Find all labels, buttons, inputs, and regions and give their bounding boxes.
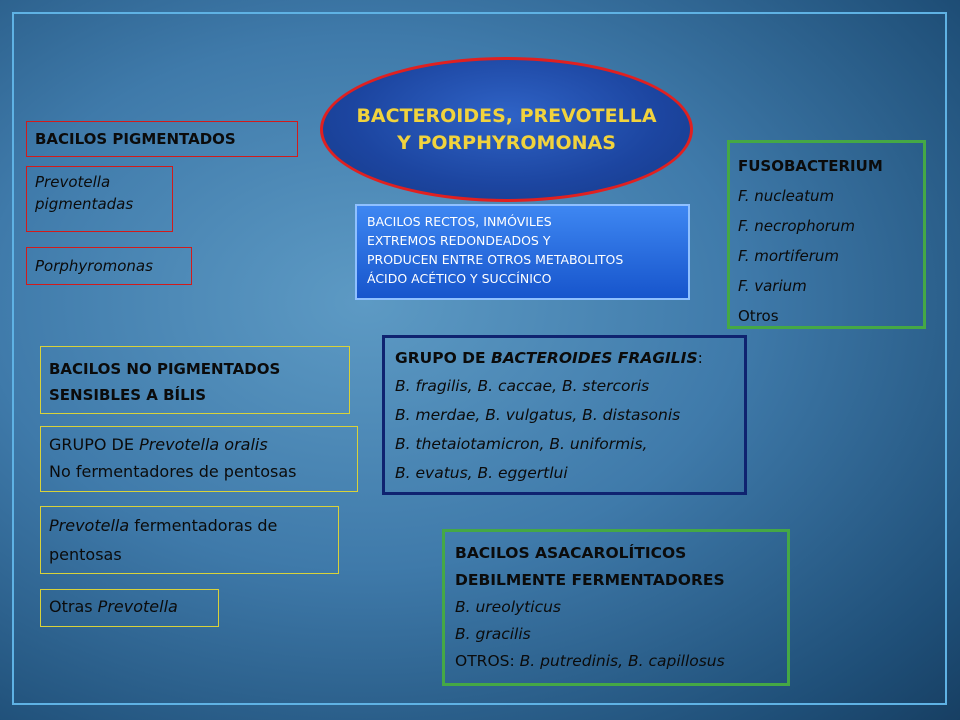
fragilis-header-name: BACTEROIDES FRAGILIS: [491, 349, 698, 367]
otras-prevotella-box: [40, 589, 219, 627]
description-line: PRODUCEN ENTRE OTROS METABOLITOS: [367, 252, 624, 267]
asacaroliticos-species: B. gracilis: [455, 625, 531, 643]
prevotella-oralis-box: [40, 426, 358, 492]
fragilis-species-line: B. evatus, B. eggertlui: [395, 464, 568, 482]
asacaroliticos-header-line-1: BACILOS ASACAROLÍTICOS: [455, 544, 687, 562]
prevotella-pigmentadas-line-2: pigmentadas: [35, 195, 134, 213]
porphyromonas-box: [26, 247, 192, 285]
no-pigmentados-header: [40, 346, 350, 414]
fusobacterium-header: FUSOBACTERIUM: [738, 157, 883, 175]
no-pigmentados-header-line-2: SENSIBLES A BÍLIS: [49, 386, 207, 404]
title-line-2: Y PORPHYROMONAS: [397, 131, 616, 154]
title-line-1: BACTEROIDES, PREVOTELLA: [356, 104, 657, 127]
fusobacterium-box: [727, 140, 926, 329]
no-pigmentados-header-line-1: BACILOS NO PIGMENTADOS: [49, 360, 281, 378]
prevotella-pigmentadas-box: [26, 166, 173, 232]
description-line: ÁCIDO ACÉTICO Y SUCCÍNICO: [367, 271, 552, 286]
fermentadoras-suffix: fermentadoras de: [129, 516, 278, 535]
fragilis-species-line: B. fragilis, B. caccae, B. stercoris: [395, 377, 650, 395]
fusobacterium-species: F. nucleatum: [738, 187, 835, 205]
fusobacterium-species: F. mortiferum: [738, 247, 840, 265]
description-box: [355, 204, 690, 300]
description-line: BACILOS RECTOS, INMÓVILES: [367, 214, 552, 229]
fusobacterium-other: Otros: [738, 307, 779, 325]
porphyromonas-text: Porphyromonas: [35, 257, 153, 275]
title-ellipse: [320, 57, 693, 202]
pigmentados-header-text: BACILOS PIGMENTADOS: [35, 130, 236, 148]
description-line: EXTREMOS REDONDEADOS Y: [367, 233, 551, 248]
fermentadoras-name: Prevotella: [49, 516, 130, 535]
prevotella-oralis-line-2: No fermentadores de pentosas: [49, 462, 297, 481]
fragilis-species-line: B. thetaiotamicron, B. uniformis,: [395, 435, 648, 453]
prevotella-fermentadoras-line-1: [49, 511, 330, 540]
oralis-name: Prevotella oralis: [139, 435, 268, 454]
prevotella-fermentadoras-box: [40, 506, 339, 574]
otras-name: Prevotella: [97, 597, 178, 616]
asacaroliticos-others-names: B. putredinis, B. capillosus: [519, 652, 725, 670]
asacaroliticos-others-prefix: OTROS:: [455, 652, 520, 670]
prevotella-fermentadoras-line-2: pentosas: [49, 545, 122, 564]
oralis-prefix: GRUPO DE: [49, 435, 140, 454]
prevotella-oralis-line-1: [49, 431, 349, 458]
asacaroliticos-header-line-2: DEBILMENTE FERMENTADORES: [455, 571, 725, 589]
fusobacterium-species: F. necrophorum: [738, 217, 856, 235]
fragilis-header-prefix: GRUPO DE: [395, 349, 492, 367]
fusobacterium-species: F. varium: [738, 277, 807, 295]
bacteroides-fragilis-box: [382, 335, 747, 495]
fragilis-header-suffix: :: [697, 349, 703, 367]
asacaroliticos-species: B. ureolyticus: [455, 598, 561, 616]
pigmentados-header: [26, 121, 298, 157]
prevotella-pigmentadas-line-1: Prevotella: [35, 173, 111, 191]
otras-prefix: Otras: [49, 597, 98, 616]
fragilis-species-line: B. merdae, B. vulgatus, B. distasonis: [395, 406, 681, 424]
asacaroliticos-others: [455, 648, 777, 675]
fragilis-header: [395, 344, 734, 372]
asacaroliticos-box: [442, 529, 790, 686]
